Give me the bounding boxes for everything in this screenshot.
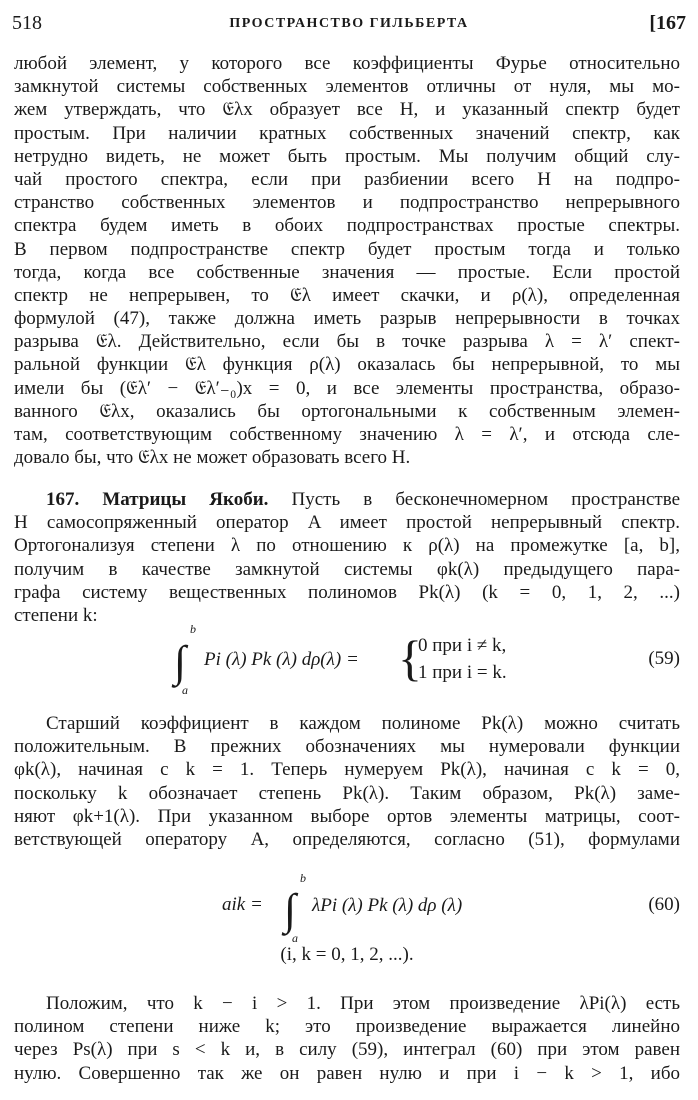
text-line: разрыва 𝔈λ. Действительно, если бы в точке разрыва λ = λ′ спект- [14,331,680,353]
paragraph-k-minus-i [14,992,680,1085]
text-line: Положим, что k − i > 1. При этом произведение λPi(λ) есть [46,993,680,1014]
text-line: спектра будем иметь в обоих подпространствах простые спектры. [14,215,680,237]
text-line: степени k: [14,604,98,626]
text-line: через Ps(λ) при s < k и, в силу (59), интеграл (60) при этом равен [14,1039,680,1061]
text-line: ральной функции 𝔈λ функция ρ(λ) оказалась бы непрерывной, то мы [14,354,680,376]
text-line: φk(λ), начиная с k = 1. Теперь нумеруем Pk(λ), начиная с k = 0, [14,759,680,781]
text-line: замкнутой системы собственных элементов отличны от нуля, мы мо- [14,76,680,98]
equation-number: (60) [648,894,680,915]
integral-sign: ∫ [174,637,187,686]
text-line: нулю. Совершенно так же он равен нулю и при i − k > 1, ибо [14,1062,680,1084]
equation-60-formula [14,868,614,948]
text-line: тогда, когда все собственные значения — простые. Если простой [14,261,680,283]
integral-upper-limit: b [300,871,306,885]
text-line: любой элемент, у которого все коэффициенты Фурье относительно [14,53,680,74]
integrand: Pi (λ) Pk (λ) dρ(λ) = [204,649,359,670]
text-line: Старший коэффициент в каждом полиноме Pk(λ) можно считать [46,713,680,734]
section-heading: 167. Матрицы Якоби. [46,489,269,510]
text-line: Ортогонализуя степени λ по отношению к ρ(λ) на промежутке [a, b], [14,535,680,557]
page-number: 518 [12,12,42,34]
text-line: простым. При наличии кратных собственных значений спектр, как [14,122,680,144]
text-line: графа систему вещественных полиномов Pk(λ) (k = 0, 1, 2, ...) [14,581,680,603]
integrand: λPi (λ) Pk (λ) dρ (λ) [312,895,463,916]
paragraph-spectrum [14,52,680,469]
text-line: странство собственных элементов и подпространство непрерывного [14,192,680,214]
section-167 [14,488,680,627]
paragraph-leading-coefficient [14,712,680,851]
equation-lhs: aik = [222,894,263,915]
text-line: формулой (47), также должна иметь разрыв непрерывности в точках [14,308,680,330]
text-line: ванного 𝔈λx, оказались бы ортогональными к собственным элемен- [14,400,680,422]
text-line: довало бы, что 𝔈λx не может образовать всего H. [14,447,411,469]
equation-number: (59) [648,648,680,669]
integral-lower-limit: a [292,931,298,945]
integral-sign: ∫ [284,885,297,934]
equation-59 [14,620,680,700]
text-line: нетрудно видеть, не может быть простым. Мы получим общий слу- [14,145,680,167]
text-line: чай простого спектра, если при разбиении всего H на подпро- [14,168,680,190]
text-line: ветствующей оператору A, определяются, согласно (51), формулами [14,828,680,850]
text-line: поскольку k обозначает степень Pk(λ). Таким образом, Pk(λ) заме- [14,782,680,804]
text-line: спектр не непрерывен, то 𝔈λ имеет скачки, и ρ(λ), определенная [14,284,680,306]
section-first-line [14,488,680,511]
text-line: получим в качестве замкнутой системы φk(λ) предыдущего пара- [14,558,680,580]
case-one: 0 при i ≠ k, [418,635,507,656]
equation-60 [14,868,680,978]
index-range: (i, k = 0, 1, 2, ...). [280,944,414,965]
section-marker: [167 [649,12,686,34]
integral-upper-limit: b [190,622,196,636]
case-two: 1 при i = k. [418,662,507,683]
running-title: ПРОСТРАНСТВО ГИЛЬБЕРТА [229,16,469,31]
integral-lower-limit: a [182,683,188,697]
text-line: полином степени ниже k; это произведение выражается линейно [14,1016,680,1038]
text-line: жем утверждать, что 𝔈λx образует все H, и указанный спектр будет [14,99,680,121]
text-line: Пусть в бесконечномерном пространстве [268,489,680,510]
text-line: имели бы (𝔈λ′ − 𝔈λ′₋₀)x = 0, и все элементы пространства, образо- [14,377,680,399]
text-line: няют φk+1(λ). При указанном выборе ортов элементы матрицы, соот- [14,805,680,827]
running-header [12,12,686,38]
text-line: положительным. В прежних обозначениях мы нумеровали функции [14,736,680,758]
text-line: H самосопряженный оператор A имеет простой непрерывный спектр. [14,512,680,534]
text-line: там, соответствующим собственному значению λ = λ′, и отсюда сле- [14,424,680,445]
brace: { [398,630,422,686]
equation-59-formula [14,620,614,700]
text-line: В первом подпространстве спектр будет простым тогда и только [14,238,680,260]
